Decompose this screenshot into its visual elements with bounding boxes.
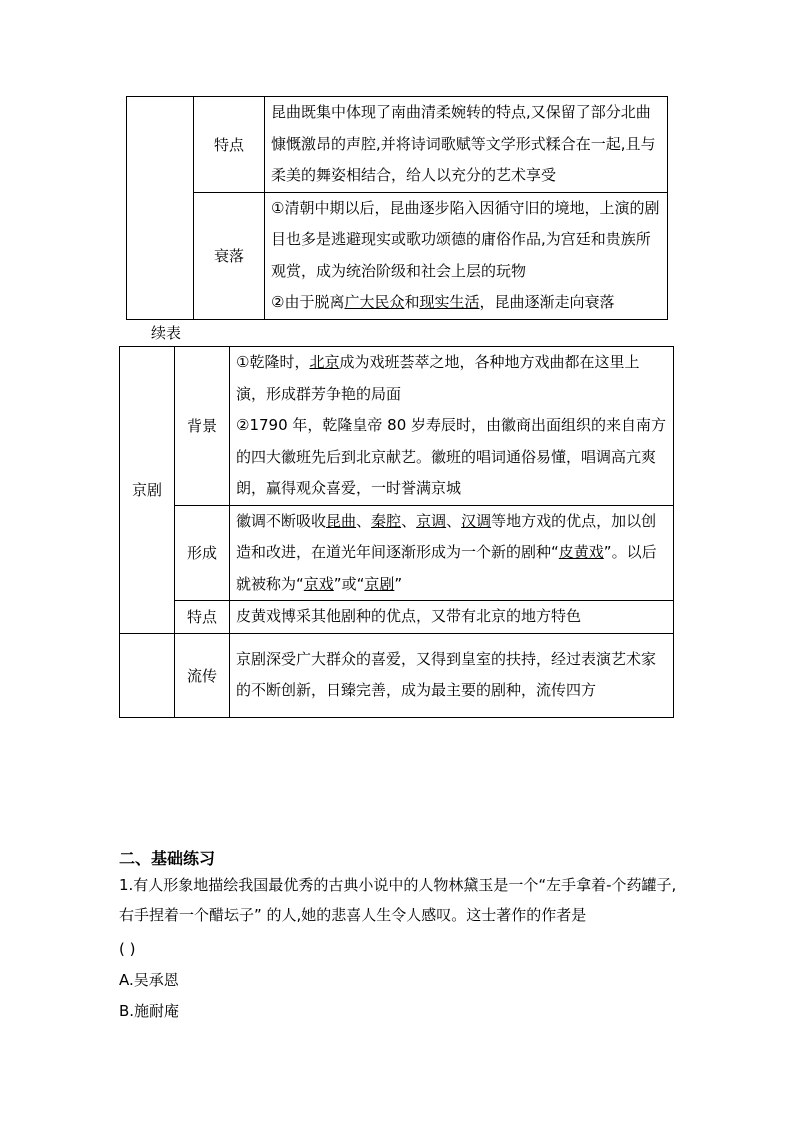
underline-qinqiang: 秦腔: [371, 511, 402, 530]
background-label: 背景: [175, 347, 230, 506]
feature-label: 特点: [194, 97, 265, 193]
question-1-stem: 1.有人形象地描绘我国最优秀的古典小说中的人物林黛玉是一个“左手拿着-个药罐子,右手捏着一个醋坛子” 的人,她的悲喜人生令人感叹。这士著作的作者是: [119, 876, 677, 924]
underline-beijing: 北京: [309, 353, 340, 371]
formation-label: 形成: [175, 505, 230, 601]
empty-cell: [120, 633, 175, 717]
continued-label: 续表: [151, 324, 182, 342]
question-1-paren: ( ): [119, 940, 136, 958]
empty-header-cell: [127, 97, 194, 320]
jingju-table: [119, 346, 674, 718]
feature2-text: 皮黄戏博采其他剧种的优点，又带有北京的地方特色: [230, 601, 674, 634]
spread-label: 流传: [175, 633, 230, 717]
formation-text: 徽调不断吸收昆曲、秦腔、京调、汉调等地方戏的优点，加以创造和改进，在道光年间逐渐形成为一个新的剧种“皮黄戏”。以后就被称为“京戏”或“京剧”: [230, 505, 674, 601]
underline-pihuangxi: 皮黄戏: [558, 543, 604, 561]
jingju-label: 京剧: [120, 347, 175, 634]
decline-text-1: ①清朝中期以后，昆曲逐步陷入因循守旧的境地，上演的剧目也多是逃避现实或歌功颂德的庸俗作品,为宫廷和贵族所观赏，成为统治阶级和社会上层的玩物: [271, 198, 660, 280]
underline-masses: 广大民众: [344, 293, 405, 311]
feature-text: 昆曲既集中体现了南曲清柔婉转的特点,又保留了部分北曲慷慨激昂的声腔,并将诗词歌赋等文学形式糅合在一起,且与柔美的舞姿相结合，给人以充分的艺术享受: [265, 97, 668, 193]
decline-text: [265, 192, 668, 319]
underline-jingju: 京剧: [364, 574, 395, 593]
underline-handiao: 汉调: [461, 511, 492, 530]
section-title: 二、基础练习: [119, 849, 216, 868]
decline-text-2: ②由于脱离广大民众和现实生活，昆曲逐渐走向衰落: [271, 293, 615, 311]
background-text: [230, 347, 674, 506]
underline-kunqu: 昆曲: [326, 511, 357, 530]
decline-label: 衰落: [194, 192, 265, 319]
underline-jingdiao: 京调: [416, 511, 447, 530]
underline-reality: 现实生活: [419, 293, 480, 311]
underline-jingxi: 京戏: [303, 574, 334, 593]
background-text-2: ②1790 年，乾隆皇帝 80 岁寿辰时，由徽商出面组织的来自南方的四大徽班先后到北京献艺。徽班的唱词通俗易懂，唱调高亢爽朗，赢得观众喜爱，一时誉满京城: [236, 416, 667, 497]
spread-text: 京剧深受广大群众的喜爱，又得到皇室的扶持，经过表演艺术家的不断创新，日臻完善，成为最主要的剧种，流传四方: [230, 633, 674, 717]
background-text-1: ①乾隆时，北京成为戏班荟萃之地，各种地方戏曲都在这里上演，形成群芳争艳的局面: [236, 353, 640, 403]
option-b[interactable]: B.施耐庵: [119, 1002, 180, 1020]
kunqu-table: [126, 96, 668, 320]
feature2-label: 特点: [175, 601, 230, 634]
option-a[interactable]: A.吴承恩: [119, 971, 179, 989]
